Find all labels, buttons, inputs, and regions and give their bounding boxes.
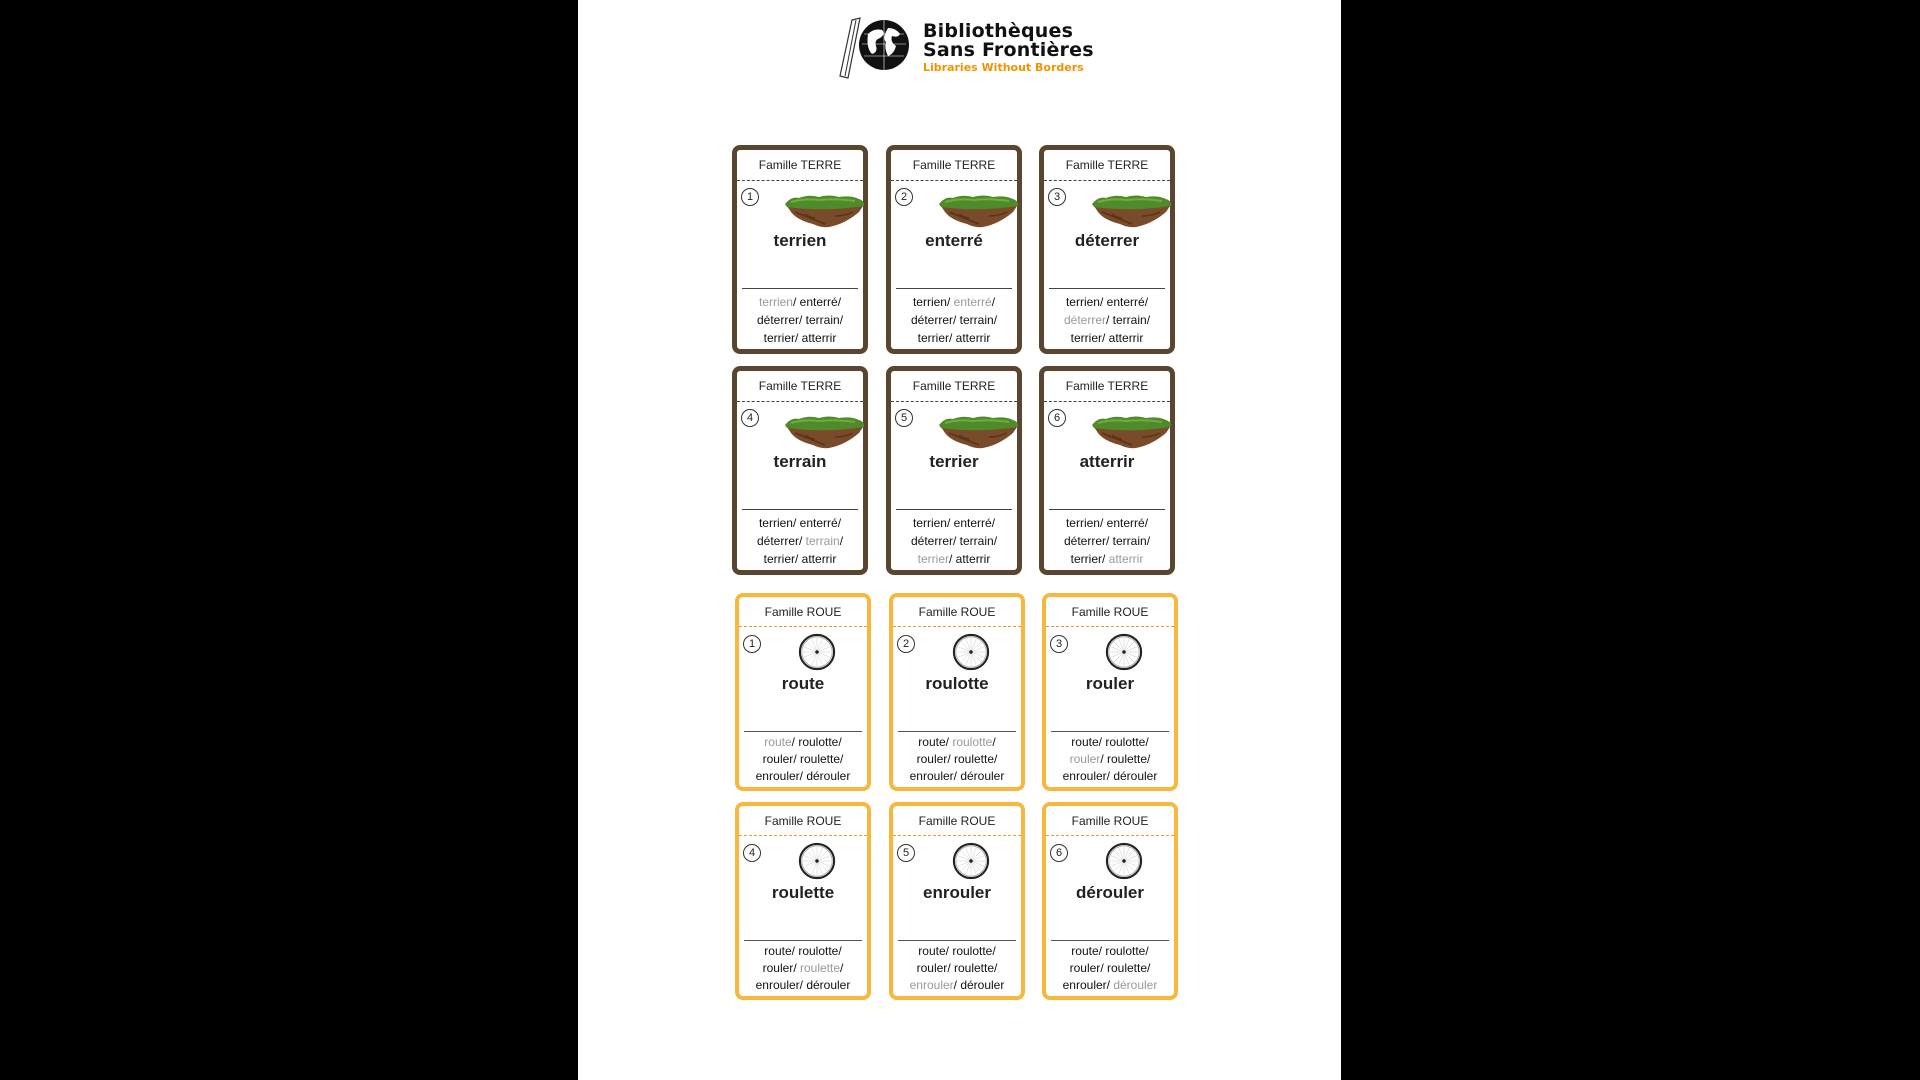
family-word: enterré [799, 295, 838, 309]
card-word: terrien [773, 231, 827, 250]
family-word: dérouler [1113, 769, 1158, 783]
wheel-icon [1105, 842, 1143, 880]
family-word: roulette [953, 752, 995, 766]
family-word: dérouler [960, 978, 1005, 992]
card-divider [1049, 288, 1165, 289]
card-family-header: Famille TERRE [737, 371, 863, 402]
family-word: terrier [763, 552, 795, 566]
floating-earth-island-icon [1092, 194, 1172, 228]
family-word: dérouler [1113, 978, 1158, 992]
family-word: dérouler [806, 978, 851, 992]
bsf-logo [838, 14, 1098, 84]
family-word: enrouler [909, 769, 954, 783]
family-word: enterré [799, 516, 838, 530]
card-family-header: Famille ROUE [893, 597, 1021, 627]
family-word: rouler [762, 752, 794, 766]
wheel-icon [952, 633, 990, 671]
family-word: rouler [762, 961, 794, 975]
family-word: roulette [1106, 961, 1148, 975]
family-word: enterré [1106, 516, 1145, 530]
card-number-badge: 3 [1050, 635, 1068, 653]
family-word: rouler [1069, 961, 1101, 975]
family-word: roulette [953, 961, 995, 975]
family-word: route [918, 735, 946, 749]
card-number-badge: 6 [1050, 844, 1068, 862]
family-word: roulotte [1105, 944, 1146, 958]
word-card [889, 593, 1025, 791]
card-divider [1051, 940, 1169, 941]
family-word: terrien [912, 516, 947, 530]
family-word: terrien [1065, 516, 1100, 530]
card-family-word-list: route/ roulotte/ rouler/ roulette/ enrouler/ dérouler [1062, 944, 1158, 992]
card-word: déterrer [1074, 231, 1140, 250]
family-word: terrain [805, 534, 840, 548]
family-word: déterrer [1063, 534, 1106, 548]
family-word: terrien [912, 295, 947, 309]
family-word: rouler [1069, 752, 1101, 766]
wheel-icon [952, 842, 990, 880]
card-word: terrain [773, 452, 827, 471]
family-word: déterrer [756, 313, 799, 327]
family-word: dérouler [960, 769, 1005, 783]
card-word: terrier [929, 452, 979, 471]
card-family-header: Famille ROUE [739, 597, 867, 627]
family-word: enterré [953, 516, 992, 530]
card-number-badge: 5 [895, 409, 913, 427]
family-word: enrouler [1062, 978, 1107, 992]
family-word: terrier [763, 331, 795, 345]
word-card [1042, 593, 1178, 791]
family-word: enrouler [909, 978, 954, 992]
card-divider [744, 940, 862, 941]
card-divider [896, 288, 1012, 289]
word-card [1039, 366, 1175, 575]
family-word: roulotte [952, 735, 993, 749]
card-number-badge: 1 [741, 188, 759, 206]
card-family-word-list: route/ roulotte/ rouler/ roulette/ enrouler/ dérouler [909, 944, 1005, 992]
card-family-header: Famille TERRE [891, 150, 1017, 181]
family-word: terrien [1065, 295, 1100, 309]
floating-earth-island-icon [1092, 415, 1172, 449]
family-word: roulotte [952, 944, 993, 958]
family-word: roulotte [798, 944, 839, 958]
family-word: atterrir [801, 331, 837, 345]
card-family-word-list: route/ roulotte/ rouler/ roulette/ enrouler/ dérouler [1062, 735, 1158, 783]
word-card [886, 366, 1022, 575]
card-word: enterré [925, 231, 983, 250]
card-word: rouler [1085, 674, 1135, 693]
family-word: déterrer [1063, 313, 1106, 327]
family-word: enterré [1106, 295, 1145, 309]
family-word: route [1071, 735, 1099, 749]
card-family-header: Famille TERRE [1044, 150, 1170, 181]
card-family-word-list: terrien/ enterré/ déterrer/ terrain/ terrier/ atterrir [756, 295, 844, 345]
family-word: enrouler [755, 769, 800, 783]
card-word: enrouler [922, 883, 992, 902]
floating-earth-island-icon [939, 415, 1019, 449]
family-word: terrain [959, 313, 994, 327]
logo-subtitle: Libraries Without Borders [923, 61, 1084, 74]
card-family-word-list: terrien/ enterré/ déterrer/ terrain/ terrier/ atterrir [910, 516, 998, 566]
family-word: atterrir [955, 552, 991, 566]
card-divider [1049, 509, 1165, 510]
card-number-badge: 6 [1048, 409, 1066, 427]
family-word: terrain [805, 313, 840, 327]
family-word: déterrer [910, 534, 953, 548]
family-word: terrain [959, 534, 994, 548]
logo-title-line1: Bibliothèques [923, 20, 1074, 42]
card-family-word-list: terrien/ enterré/ déterrer/ terrain/ terrier/ atterrir [910, 295, 998, 345]
card-divider [898, 940, 1016, 941]
word-card [1042, 802, 1178, 1000]
word-card [1039, 145, 1175, 354]
card-divider [896, 509, 1012, 510]
card-number-badge: 2 [897, 635, 915, 653]
family-word: roulette [799, 961, 841, 975]
family-word: terrien [758, 516, 793, 530]
family-word: roulotte [798, 735, 839, 749]
family-word: atterrir [955, 331, 991, 345]
card-family-word-list: route/ roulotte/ rouler/ roulette/ enrouler/ dérouler [755, 944, 851, 992]
word-card [889, 802, 1025, 1000]
word-card [735, 802, 871, 1000]
family-word: terrain [1112, 313, 1147, 327]
family-word: dérouler [806, 769, 851, 783]
globe-book-logo-icon [838, 14, 918, 80]
family-word: terrier [917, 331, 949, 345]
card-word: roulotte [925, 674, 989, 693]
family-word: roulotte [1105, 735, 1146, 749]
card-word: route [781, 674, 825, 693]
card-divider [744, 731, 862, 732]
card-family-word-list: route/ roulotte/ rouler/ roulette/ enrouler/ dérouler [755, 735, 851, 783]
card-number-badge: 4 [741, 409, 759, 427]
family-word: atterrir [801, 552, 837, 566]
floating-earth-island-icon [939, 194, 1019, 228]
card-family-word-list: terrien/ enterré/ déterrer/ terrain/ terrier/ atterrir [1063, 295, 1151, 345]
card-family-word-list: route/ roulotte/ rouler/ roulette/ enrouler/ dérouler [909, 735, 1005, 783]
family-word: route [1071, 944, 1099, 958]
family-word: route [764, 735, 792, 749]
card-word: atterrir [1079, 452, 1135, 471]
wheel-icon [798, 842, 836, 880]
document-page [578, 0, 1341, 1080]
card-family-header: Famille TERRE [737, 150, 863, 181]
card-family-word-list: terrien/ enterré/ déterrer/ terrain/ terrier/ atterrir [756, 516, 844, 566]
card-family-header: Famille ROUE [1046, 806, 1174, 836]
family-word: terrien [758, 295, 793, 309]
word-card [886, 145, 1022, 354]
card-family-header: Famille TERRE [891, 371, 1017, 402]
card-family-header: Famille ROUE [1046, 597, 1174, 627]
word-card [732, 145, 868, 354]
family-word: route [764, 944, 792, 958]
card-family-header: Famille ROUE [739, 806, 867, 836]
card-number-badge: 3 [1048, 188, 1066, 206]
card-family-header: Famille ROUE [893, 806, 1021, 836]
family-word: atterrir [1108, 552, 1144, 566]
family-word: roulette [1106, 752, 1148, 766]
word-card [735, 593, 871, 791]
family-word: terrier [917, 552, 949, 566]
card-word: roulette [771, 883, 835, 902]
card-family-word-list: terrien/ enterré/ déterrer/ terrain/ terrier/ atterrir [1063, 516, 1151, 566]
card-divider [742, 509, 858, 510]
card-word: dérouler [1075, 883, 1145, 902]
logo-title-line2: Sans Frontières [923, 39, 1094, 61]
card-number-badge: 4 [743, 844, 761, 862]
card-number-badge: 5 [897, 844, 915, 862]
wheel-icon [798, 633, 836, 671]
family-word: atterrir [1108, 331, 1144, 345]
wheel-icon [1105, 633, 1143, 671]
card-divider [898, 731, 1016, 732]
family-word: déterrer [910, 313, 953, 327]
card-number-badge: 2 [895, 188, 913, 206]
card-number-badge: 1 [743, 635, 761, 653]
family-word: route [918, 944, 946, 958]
family-word: terrier [1070, 331, 1102, 345]
card-family-header: Famille TERRE [1044, 371, 1170, 402]
family-word: terrier [1070, 552, 1102, 566]
family-word: terrain [1112, 534, 1147, 548]
family-word: rouler [916, 961, 948, 975]
family-word: déterrer [756, 534, 799, 548]
family-word: enrouler [755, 978, 800, 992]
card-divider [742, 288, 858, 289]
family-word: enrouler [1062, 769, 1107, 783]
word-card [732, 366, 868, 575]
card-divider [1051, 731, 1169, 732]
family-word: rouler [916, 752, 948, 766]
floating-earth-island-icon [785, 415, 865, 449]
floating-earth-island-icon [785, 194, 865, 228]
family-word: roulette [799, 752, 841, 766]
family-word: enterré [953, 295, 992, 309]
